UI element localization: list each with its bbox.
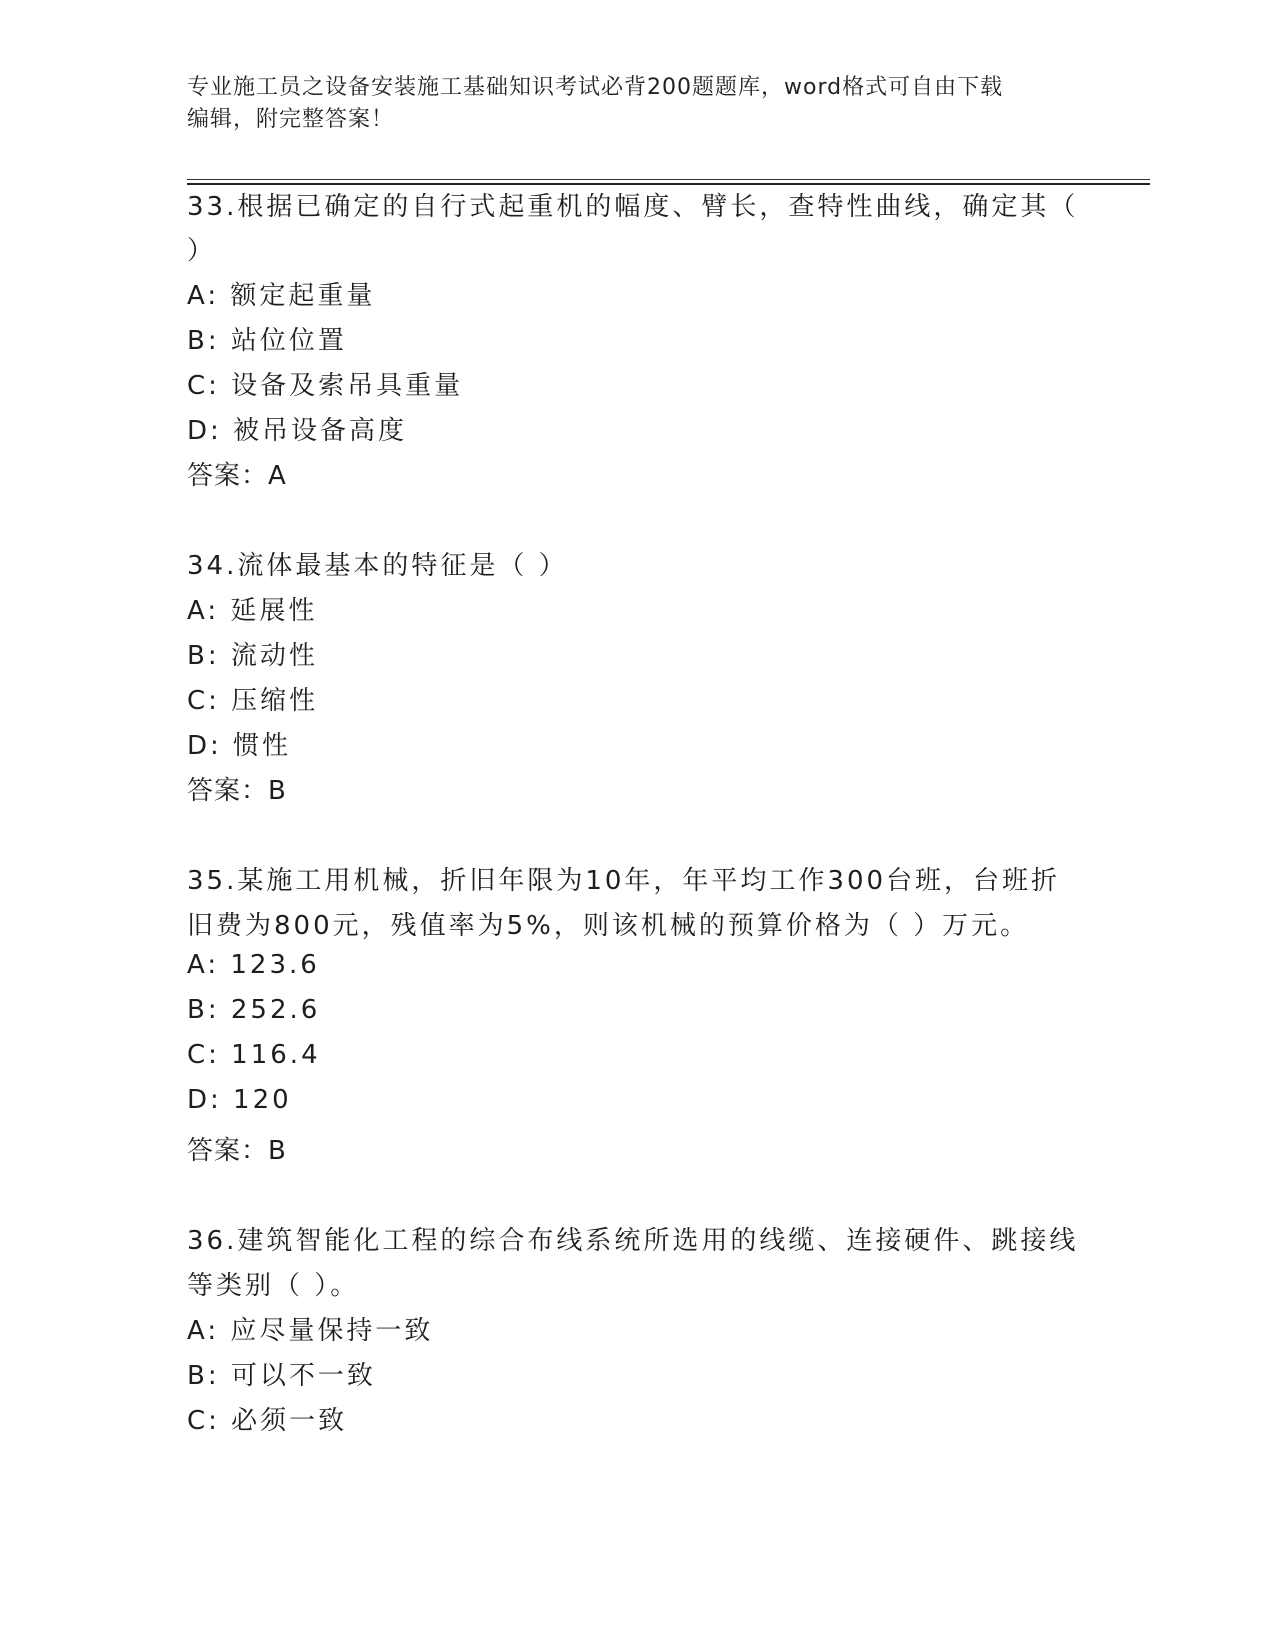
question-35-answer: 答案：B — [187, 1136, 287, 1166]
question-33-option-d: D: 被吊设备高度 — [187, 416, 408, 446]
question-35-option-a: A: 123.6 — [187, 950, 320, 980]
question-34-answer: 答案：B — [187, 776, 287, 806]
question-36-option-b: B: 可以不一致 — [187, 1361, 376, 1391]
question-34-option-c: C: 压缩性 — [187, 686, 319, 716]
question-34-option-a: A: 延展性 — [187, 596, 318, 626]
question-36-stem-line-1: 36.建筑智能化工程的综合布线系统所选用的线缆、连接硬件、跳接线 — [187, 1226, 1079, 1256]
header-title-line-1: 专业施工员之设备安装施工基础知识考试必背200题题库，word格式可自由下载 — [187, 75, 1004, 100]
question-36-option-c: C: 必须一致 — [187, 1406, 348, 1436]
question-35-option-d: D: 120 — [187, 1085, 292, 1115]
question-33-option-b: B: 站位位置 — [187, 326, 347, 356]
question-36-stem-line-2: 等类别（ ）。 — [187, 1271, 360, 1301]
question-36-option-a: A: 应尽量保持一致 — [187, 1316, 434, 1346]
question-34-stem-line-1: 34.流体最基本的特征是（ ） — [187, 551, 568, 581]
question-33-stem-line-2: ） — [187, 236, 217, 266]
header-divider-thin — [187, 179, 1150, 180]
question-33-answer: 答案：A — [187, 461, 287, 491]
question-35-option-c: C: 116.4 — [187, 1040, 321, 1070]
document-header — [187, 72, 1067, 136]
header-divider-thick — [187, 183, 1150, 185]
question-33-option-c: C: 设备及索吊具重量 — [187, 371, 464, 401]
header-title-line-2: 编辑，附完整答案！ — [187, 107, 395, 132]
question-35-stem-line-2: 旧费为800元，残值率为5%，则该机械的预算价格为（ ）万元。 — [187, 911, 1030, 941]
question-33-option-a: A: 额定起重量 — [187, 281, 376, 311]
question-34-option-b: B: 流动性 — [187, 641, 318, 671]
question-34-option-d: D: 惯性 — [187, 731, 292, 761]
question-35-stem-line-1: 35.某施工用机械，折旧年限为10年，年平均工作300台班，台班折 — [187, 866, 1061, 896]
question-35-option-b: B: 252.6 — [187, 995, 321, 1025]
question-33-stem-line-1: 33.根据已确定的自行式起重机的幅度、臂长，查特性曲线，确定其（ — [187, 192, 1079, 222]
